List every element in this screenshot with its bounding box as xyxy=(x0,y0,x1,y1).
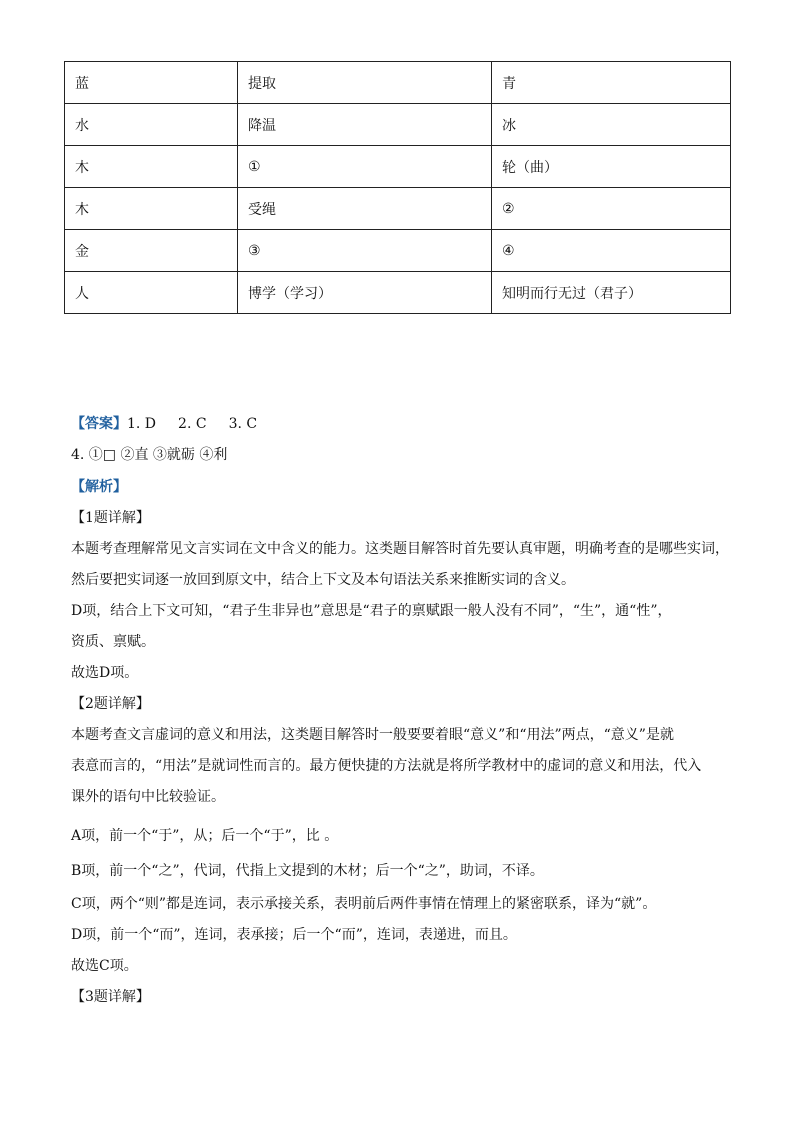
paragraph-line: 表意而言的，“用法”是就词性而言的。最方便快捷的方法就是将所学教材中的虚词的意义和用法，代入 xyxy=(71,758,702,774)
table-cell: 木 xyxy=(65,188,238,230)
table-cell: ② xyxy=(492,188,731,230)
option-line: A项，前一个“于”，从；后一个“于”，比 。 xyxy=(71,828,339,844)
table-row xyxy=(65,188,731,230)
answer-item: 3. C xyxy=(228,416,258,432)
table-cell: 蓝 xyxy=(65,62,238,104)
option-line: D项，前一个“而”，连词，表承接；后一个“而”，连词，表递进，而且。 xyxy=(71,927,517,943)
paragraph-line: 资质、禀赋。 xyxy=(71,634,155,650)
answer-label: 【答案】 xyxy=(71,416,127,432)
paragraph-line: 本题考查理解常见文言实词在文中含义的能力。这类题目解答时首先要认真审题，明确考查的是哪些实词， xyxy=(71,541,729,557)
table-cell: 轮（曲） xyxy=(492,146,731,188)
paragraph-line: 课外的语句中比较验证。 xyxy=(71,789,225,805)
paragraph-line: 然后要把实词逐一放回到原文中，结合上下文及本句语法关系来推断实词的含义。 xyxy=(71,572,575,588)
table-row xyxy=(65,230,731,272)
paragraph-line: D项，结合上下文可知，“君子生非异也”意思是“君子的禀赋跟一般人没有不同”，“生”，通“性”， xyxy=(71,603,672,619)
table-cell: 知明而行无过（君子） xyxy=(492,272,731,314)
table-cell: 金 xyxy=(65,230,238,272)
q2-heading: 【2题详解】 xyxy=(71,696,150,712)
table-cell: 提取 xyxy=(238,62,492,104)
conclusion-line: 故选D项。 xyxy=(71,665,139,681)
table-row xyxy=(65,62,731,104)
comparison-table xyxy=(64,61,731,314)
analysis-label: 【解析】 xyxy=(71,479,127,495)
table-cell: 降温 xyxy=(238,104,492,146)
answer-line xyxy=(71,414,257,434)
table-cell: 冰 xyxy=(492,104,731,146)
answer-item: 1. D xyxy=(127,416,157,432)
table-cell: 木 xyxy=(65,146,238,188)
table-cell: 博学（学习） xyxy=(238,272,492,314)
table-cell: 青 xyxy=(492,62,731,104)
option-line: B项，前一个“之”，代词，代指上文提到的木材；后一个“之”，助词，不译。 xyxy=(71,863,544,879)
table-cell: 水 xyxy=(65,104,238,146)
paragraph-line: 本题考查文言虚词的意义和用法，这类题目解答时一般要要着眼“意义”和“用法”两点，“意义”是就 xyxy=(71,727,674,743)
q1-heading: 【1题详解】 xyxy=(71,510,150,526)
table-cell: ① xyxy=(238,146,492,188)
table-row xyxy=(65,104,731,146)
answer-line-2: 4. ①□ ②直 ③就砺 ④利 xyxy=(71,447,228,463)
q3-heading: 【3题详解】 xyxy=(71,989,150,1005)
table-cell: 人 xyxy=(65,272,238,314)
answer-item: 2. C xyxy=(178,416,207,432)
table-cell: 受绳 xyxy=(238,188,492,230)
table-row xyxy=(65,272,731,314)
option-line: C项，两个“则”都是连词，表示承接关系，表明前后两件事情在情理上的紧密联系，译为“就”。 xyxy=(71,896,657,912)
table-row xyxy=(65,146,731,188)
table-cell: ③ xyxy=(238,230,492,272)
table-cell: ④ xyxy=(492,230,731,272)
conclusion-line: 故选C项。 xyxy=(71,958,138,974)
